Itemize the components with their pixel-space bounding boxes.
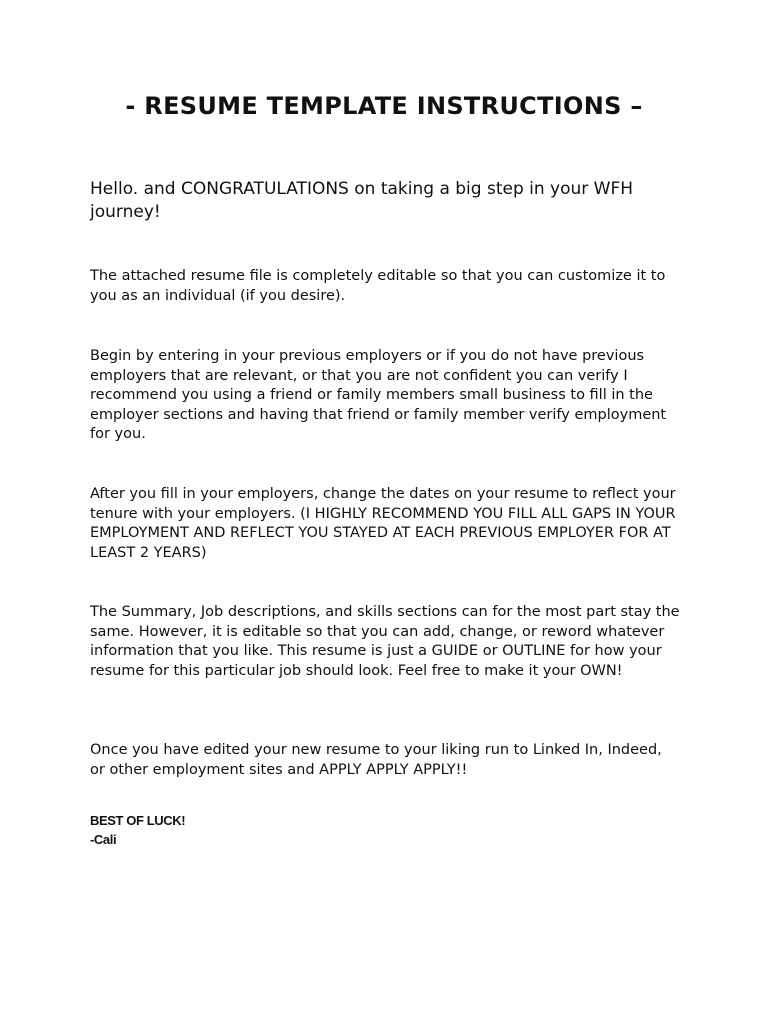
signoff-block bbox=[90, 811, 185, 849]
closing-text: BEST OF LUCK! bbox=[90, 813, 186, 828]
paragraph-editable-file: The attached resume file is completely editable so that you can customize it to you as an individual (if you desire). bbox=[90, 268, 666, 304]
paragraph-summary-sections: The Summary, Job descriptions, and skills sections can for the most part stay the same. However, it is editable so that you can add, change, or reword whatever information that you like. This resume is just a GUIDE or OUTLINE for how your resume for this particular job should look. Feel free to make it your OWN! bbox=[90, 604, 680, 679]
paragraph-apply: Once you have edited your new resume to your liking run to Linked In, Indeed, or other employment sites and APPLY APPLY APPLY!! bbox=[90, 742, 662, 778]
paragraph-previous-employers: Begin by entering in your previous employers or if you do not have previous employers that are relevant, or that you are not confident you can verify I recommend you using a friend or family members small business to fill in the employer sections and having that friend or family member verify employment for you. bbox=[90, 348, 667, 443]
document-title: - RESUME TEMPLATE INSTRUCTIONS – bbox=[125, 92, 643, 120]
greeting-text: Hello. and CONGRATULATIONS on taking a big step in your WFH journey! bbox=[90, 179, 634, 222]
paragraph-change-dates: After you fill in your employers, change the dates on your resume to reflect your tenure with your employers. (I HIGHLY RECOMMEND YOU FILL ALL GAPS IN YOUR EMPLOYMENT AND REFLECT YOU STAYED AT EACH PREVIOUS EMPLOYER FOR AT LEAST 2 YEARS) bbox=[90, 486, 676, 561]
signature-text: -Cali bbox=[90, 832, 117, 847]
